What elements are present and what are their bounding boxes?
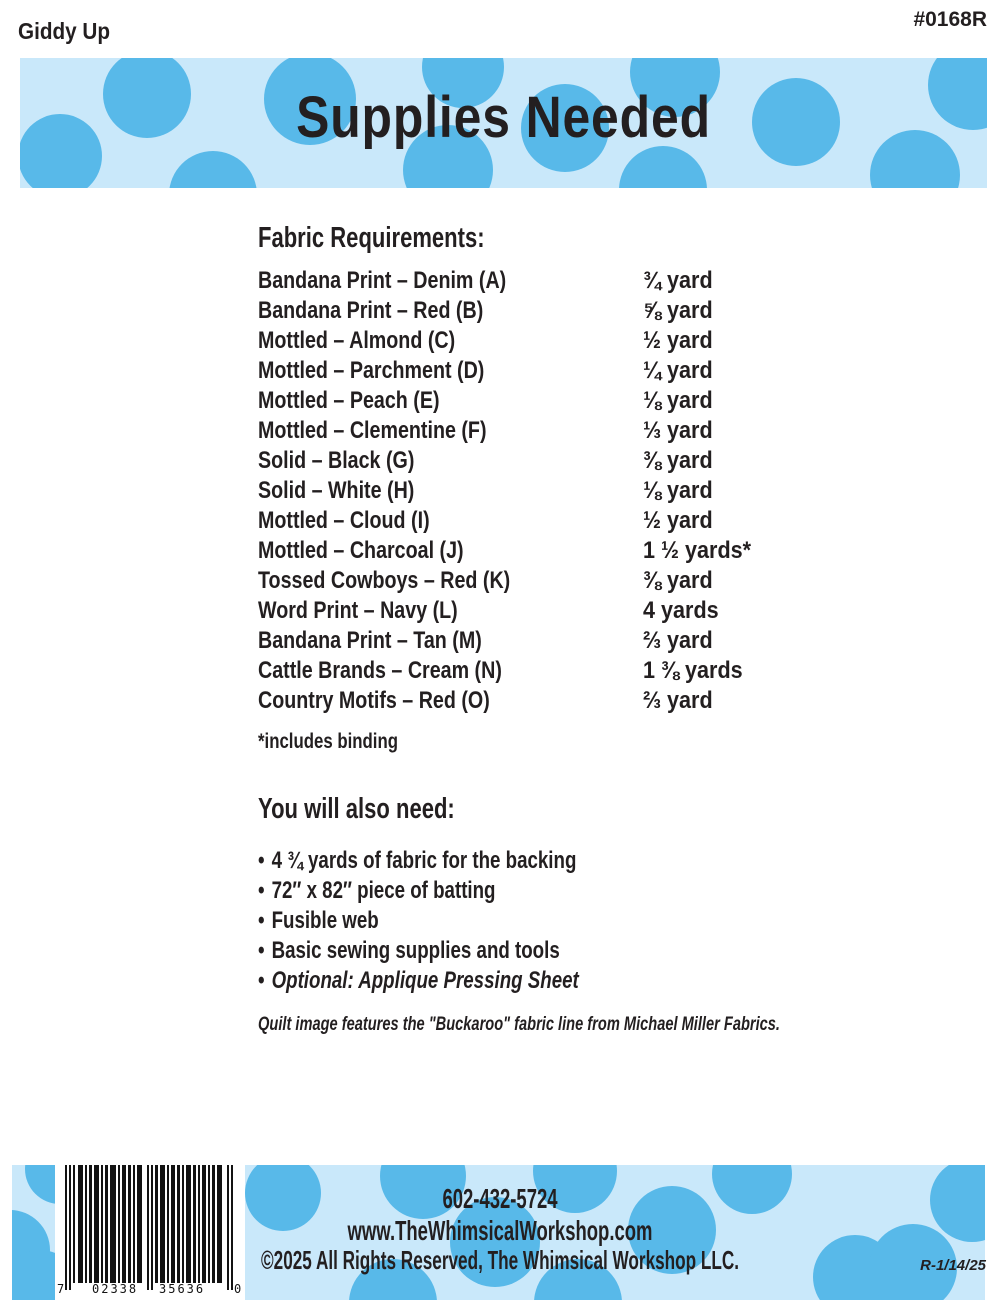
barcode-digit-group: 02338 — [92, 1282, 139, 1296]
fabric-requirements-section — [258, 222, 763, 716]
revision-date: R-1/14/25 — [920, 1257, 986, 1274]
fabric-item-row — [258, 326, 763, 356]
also-need-item — [258, 966, 579, 996]
fabric-list — [258, 266, 763, 716]
fabric-item-amount: 1 ⅜ yards — [643, 657, 743, 684]
fabric-item-row — [258, 626, 763, 656]
barcode-digit-group: 0 — [234, 1282, 244, 1296]
bullet-glyph: • — [258, 937, 265, 964]
fabric-item-amount: ⅛ yard — [643, 387, 713, 414]
also-need-item — [258, 876, 579, 906]
fabric-item-amount: ⅔ yard — [643, 687, 713, 714]
copyright-line: ©2025 All Rights Reserved, The Whimsical Workshop LLC. — [261, 1245, 739, 1275]
fabric-item-name: Cattle Brands – Cream (N) — [258, 657, 502, 684]
fabric-item-name: Bandana Print – Red (B) — [258, 297, 484, 324]
also-need-list — [258, 846, 669, 996]
fabric-item-name: Mottled – Clementine (F) — [258, 417, 487, 444]
fabric-item-amount: 4 yards — [643, 597, 719, 624]
bullet-glyph: • — [258, 967, 265, 994]
fabric-item-amount: ⅓ yard — [643, 417, 713, 444]
fabric-item-name: Solid – White (H) — [258, 477, 415, 504]
fabric-item-name: Country Motifs – Red (O) — [258, 687, 490, 714]
barcode-digit-group: 7 — [57, 1282, 67, 1296]
pattern-title: Giddy Up — [18, 18, 111, 44]
fabric-item-row — [258, 596, 763, 626]
fabric-item-row — [258, 686, 763, 716]
bullet-glyph: • — [258, 877, 265, 904]
barcode-bars — [55, 1160, 245, 1300]
fabric-item-name: Word Print – Navy (L) — [258, 597, 458, 624]
barcode — [55, 1160, 245, 1300]
website-url: www.TheWhimsicalWorkshop.com — [347, 1215, 653, 1246]
fabric-line-note: Quilt image features the "Buckaroo" fabric line from Michael Miller Fabrics. — [258, 1014, 780, 1035]
fabric-item-row — [258, 446, 763, 476]
also-need-item-text: Basic sewing supplies and tools — [271, 937, 560, 964]
fabric-item-name: Bandana Print – Tan (M) — [258, 627, 482, 654]
fabric-item-amount: ¾ yard — [643, 267, 713, 294]
fabric-item-name: Solid – Black (G) — [258, 447, 415, 474]
fabric-item-row — [258, 506, 763, 536]
fabric-item-name: Tossed Cowboys – Red (K) — [258, 567, 511, 594]
fabric-item-amount: 1 ½ yards* — [643, 537, 752, 564]
barcode-digit-group: 35636 — [159, 1282, 206, 1296]
also-need-item — [258, 846, 579, 876]
fabric-item-row — [258, 656, 763, 686]
fabric-item-row — [258, 296, 763, 326]
fabric-item-name: Mottled – Charcoal (J) — [258, 537, 464, 564]
fabric-item-row — [258, 416, 763, 446]
fabric-item-row — [258, 536, 763, 566]
fabric-item-amount: ⅛ yard — [643, 477, 713, 504]
fabric-item-row — [258, 266, 763, 296]
also-need-item — [258, 936, 579, 966]
supplies-banner — [20, 58, 987, 188]
fabric-item-amount: ¼ yard — [643, 357, 713, 384]
fabric-item-row — [258, 476, 763, 506]
also-need-item — [258, 906, 579, 936]
fabric-item-name: Mottled – Peach (E) — [258, 387, 440, 414]
also-need-item-text: 72″ x 82″ piece of batting — [271, 877, 496, 904]
bullet-glyph: • — [258, 907, 265, 934]
fabric-item-amount: ½ yard — [643, 507, 713, 534]
bullet-glyph: • — [258, 847, 265, 874]
fabric-requirements-heading: Fabric Requirements: — [258, 222, 485, 254]
also-need-item-text: Fusible web — [271, 907, 379, 934]
pattern-number: #0168R — [913, 8, 987, 31]
fabric-item-amount: ⅜ yard — [643, 567, 713, 594]
fabric-item-amount: ⅔ yard — [643, 627, 713, 654]
fabric-item-amount: ⅝ yard — [643, 297, 713, 324]
binding-footnote: *includes binding — [258, 730, 399, 753]
fabric-item-name: Mottled – Cloud (I) — [258, 507, 430, 534]
fabric-item-name: Mottled – Parchment (D) — [258, 357, 485, 384]
fabric-item-name: Mottled – Almond (C) — [258, 327, 456, 354]
also-need-item-text: 4 ¾ yards of fabric for the backing — [271, 847, 577, 874]
fabric-item-amount: ½ yard — [643, 327, 713, 354]
also-need-section — [258, 793, 669, 996]
fabric-item-row — [258, 566, 763, 596]
banner-title: Supplies Needed — [296, 85, 711, 150]
phone-number: 602-432-5724 — [442, 1183, 558, 1214]
fabric-item-amount: ⅜ yard — [643, 447, 713, 474]
fabric-item-name: Bandana Print – Denim (A) — [258, 267, 507, 294]
fabric-item-row — [258, 356, 763, 386]
fabric-item-row — [258, 386, 763, 416]
also-need-heading: You will also need: — [258, 793, 455, 825]
also-need-item-text: Optional: Applique Pressing Sheet — [271, 967, 579, 994]
